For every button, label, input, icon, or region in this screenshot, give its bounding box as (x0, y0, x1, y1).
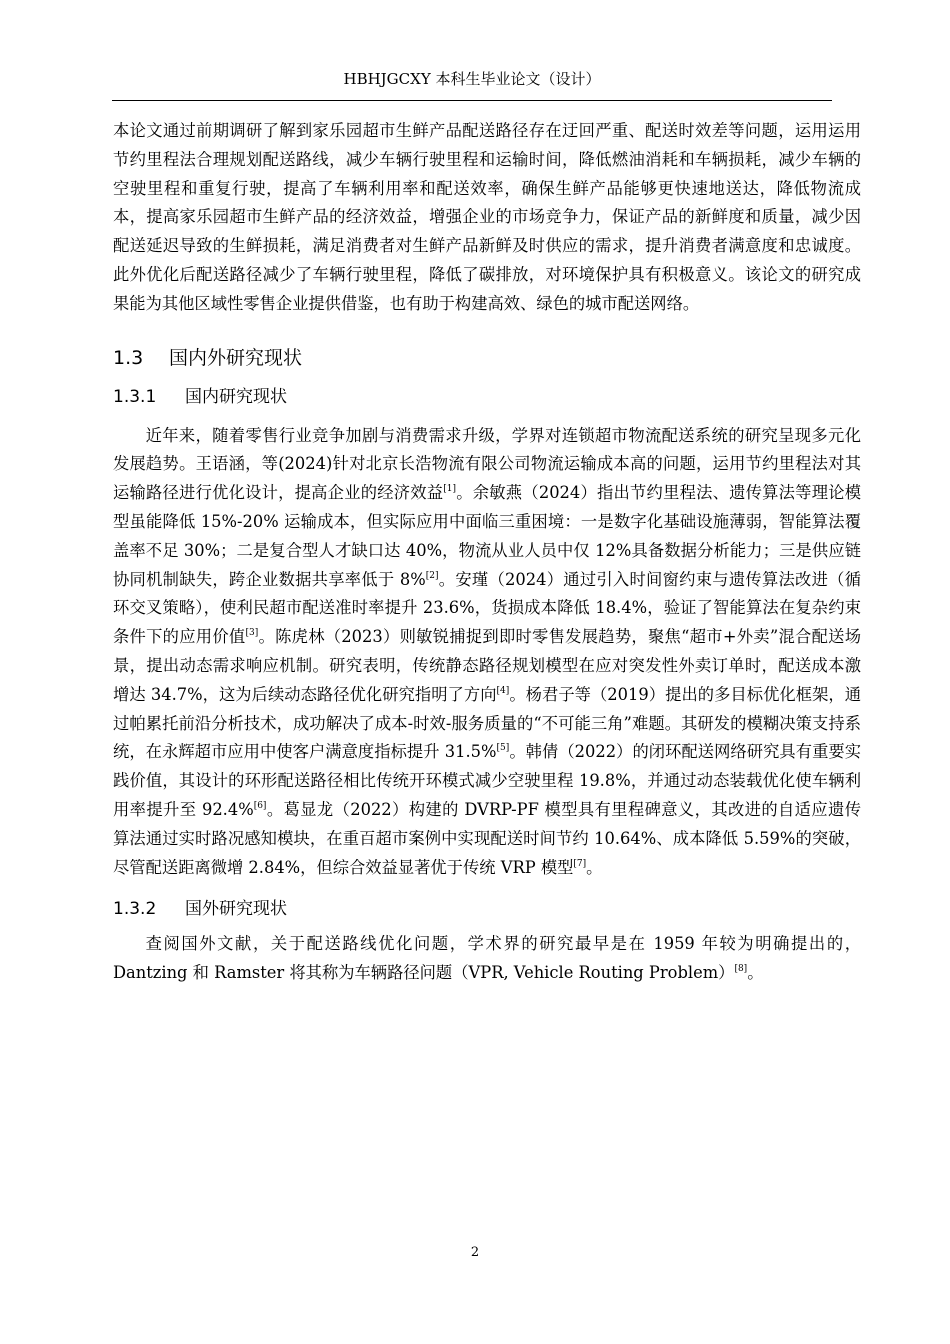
text-run: 。余敏燕（2024）指出节约里程法、遗传算法等理论模型虽能降低 15%-20% 运输成本，但实际应用中面临三重困境：一是数字化基础设施薄弱，智能算法覆盖率不足 30%；二是复合型人才缺口达 40%，物流从业人员中仅 12%具备数据分析能力；三是供应链协同机制缺失，跨企业数据共享率低于 8% (113, 483, 861, 589)
section-heading-1-3 (113, 344, 861, 372)
citation-2: [2] (425, 570, 439, 581)
text-run: 查阅国外文献，关于配送路线优化问题，学术界的研究最早是在 1959 年较为明确提出的，Dantzing 和 Ramster 将其称为车辆路径问题（VPR, Vehicle Routing Problem） (113, 934, 861, 983)
text-run: 。 (586, 857, 603, 877)
intro-paragraph: 本论文通过前期调研了解到家乐园超市生鲜产品配送路径存在迂回严重、配送时效差等问题，运用运用节约里程法合理规划配送路线，减少车辆行驶里程和运输时间，降低燃油消耗和车辆损耗，减少车辆的空驶里程和重复行驶，提高了车辆利用率和配送效率，确保生鲜产品能够更快速地送达，降低物流成本，提高家乐园超市生鲜产品的经济效益，增强企业的市场竞争力，保证产品的新鲜度和质量，减少因配送延迟导致的生鲜损耗，满足消费者对生鲜产品新鲜及时供应的需求，提升消费者满意度和忠诚度。此外优化后配送路径减少了车辆行驶里程，降低了碳排放，对环境保护具有积极意义。该论文的研究成果能为其他区域性零售企业提供借鉴，也有助于构建高效、绿色的城市配送网络。 (113, 121, 861, 313)
citation-6: [6] (253, 800, 267, 811)
section-number: 1.3 (113, 346, 144, 369)
text-run: 。安瑾（2024）通过引入时间窗约束与遗传算法改进（循环交叉策略），使利民超市配送准时率提升 23.6%，货损成本降低 18.4%，验证了智能算法在复杂约束条件下的应用价值 (113, 569, 862, 647)
text-run: 。葛显龙（2022）构建的 DVRP-PF 模型具有里程碑意义，其改进的自适应遗传算法通过实时路况感知模块，在重百超市案例中实现配送时间节约 10.64%、成本降低 5.59%的突破，尽管配送距离微增 2.84%，但综合效益显著优于传统 VRP 模型 (113, 799, 861, 877)
section-title: 国外研究现状 (185, 899, 287, 920)
section-title: 国内外研究现状 (169, 346, 303, 369)
citation-7: [7] (573, 858, 587, 869)
section-title: 国内研究现状 (185, 386, 287, 407)
header-rule (112, 100, 832, 101)
citation-8: [8] (734, 964, 748, 975)
citation-3: [3] (245, 628, 259, 639)
text-run: 。 (747, 963, 764, 983)
page-content (113, 117, 861, 988)
foreign-research-paragraph (113, 930, 861, 988)
text-run: 。韩倩（2022）的闭环配送网络研究具有重要实践价值，其设计的环形配送路径相比传统开环模式减少空驶里程 19.8%，并通过动态装载优化使车辆利用率提升至 92.4% (113, 742, 862, 819)
citation-5: [5] (496, 743, 510, 754)
text-run: 。杨君子等（2019）提出的多目标优化框架，通过帕累托前沿分析技术，成功解决了成本-时效-服务质量的“不可能三角”难题。其研发的模糊决策支持系统，在永辉超市应用中使客户满意度指标提升 31.5% (113, 684, 862, 762)
section-number: 1.3.1 (113, 386, 157, 407)
section-heading-1-3-1 (113, 384, 861, 410)
citation-1: [1] (443, 484, 457, 495)
section-number: 1.3.2 (113, 899, 157, 920)
text-run: 。陈虎林（2023）则敏锐捕捉到即时零售发展趋势，聚焦“超市+外卖”混合配送场景，提出动态需求响应机制。研究表明，传统静态路径规划模型在应对突发性外卖订单时，配送成本激增达 34.7%，这为后续动态路径优化研究指明了方向 (113, 627, 861, 704)
citation-4: [4] (496, 685, 510, 696)
section-heading-1-3-2 (113, 896, 861, 922)
page-number: 2 (470, 1245, 480, 1260)
page-header: HBHJGCXY 本科生毕业论文（设计） (343, 70, 601, 88)
domestic-research-paragraph (113, 422, 861, 883)
text-run: 近年来，随着零售行业竞争加剧与消费需求升级，学界对连锁超市物流配送系统的研究呈现多元化发展趋势。王语涵，等(2024)针对北京长浩物流有限公司物流运输成本高的问题，运用节约里程法对其运输路径进行优化设计，提高企业的经济效益 (113, 425, 861, 503)
